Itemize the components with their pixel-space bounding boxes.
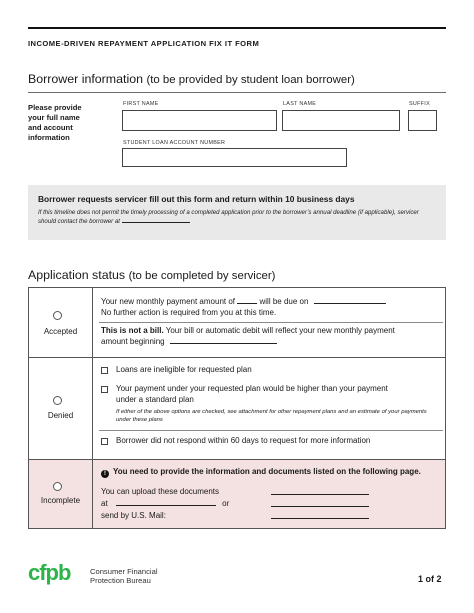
mail-address-blank[interactable]: [271, 518, 369, 519]
amount-beginning-line: [101, 337, 277, 348]
denied-cell: [29, 358, 93, 459]
cfpb-logo-mark: [28, 562, 86, 588]
accepted-inner-rule: [99, 322, 443, 323]
higher-payment-checkbox[interactable]: [101, 386, 108, 393]
incomplete-cell: [29, 460, 93, 528]
status-table: [28, 287, 446, 529]
last-name-label: LAST NAME: [283, 101, 317, 107]
suffix-label: SUFFIX: [409, 101, 430, 107]
accepted-cell: [29, 288, 93, 357]
account-number-field[interactable]: [122, 148, 347, 167]
due-date-blank[interactable]: [314, 303, 386, 304]
payment-amount-text: Your new monthly payment amount of: [101, 297, 236, 306]
status-heading: Application status: [28, 268, 126, 282]
accepted-label: Accepted: [43, 327, 78, 336]
ineligible-text: Loans are ineligible for requested plan: [116, 365, 252, 374]
incomplete-alert: [101, 467, 441, 478]
upload-url-blank[interactable]: [116, 505, 216, 506]
payment-amount-blank[interactable]: [237, 303, 257, 304]
last-name-field[interactable]: [282, 110, 400, 131]
not-a-bill-line: [101, 326, 441, 337]
at-label: at: [101, 499, 108, 508]
borrower-side-label: Please provide your full name and account information: [28, 103, 82, 142]
higher-payment-line1: Your payment under your requested plan would be higher than your payment: [116, 384, 388, 393]
accepted-payment-line: [101, 297, 441, 308]
top-rule: [28, 27, 446, 29]
higher-payment-text: [116, 384, 441, 405]
suffix-field[interactable]: [408, 110, 437, 131]
due-on-text: will be due on: [259, 297, 309, 306]
upload-blank-1[interactable]: [271, 494, 369, 495]
notice-body: [38, 208, 438, 226]
accepted-radio[interactable]: [53, 311, 62, 320]
no-response-checkbox[interactable]: [101, 438, 108, 445]
upload-at-line: [101, 499, 229, 510]
borrower-section-heading: [28, 72, 355, 86]
denied-row: [29, 358, 445, 460]
first-name-label: FIRST NAME: [123, 101, 159, 107]
alert-icon: !: [101, 470, 109, 478]
borrower-divider: [28, 92, 446, 93]
incomplete-row: [29, 460, 445, 528]
higher-payment-line2: under a standard plan: [116, 394, 194, 404]
denied-inner-rule: [99, 430, 443, 431]
cfpb-logo-text: cfpb: [28, 562, 71, 585]
incomplete-radio[interactable]: [53, 482, 62, 491]
ineligible-checkbox[interactable]: [101, 367, 108, 374]
contact-blank[interactable]: [122, 222, 190, 223]
no-response-text: Borrower did not respond within 60 days to request for more information: [116, 436, 371, 445]
agency-name: [90, 567, 158, 585]
notice-body-text: If this timeline does not permit the timely processing of a completed application prior to the borrower’s annual deadline (if applicable), servicer should contact the borrower at: [38, 209, 419, 226]
account-number-label: STUDENT LOAN ACCOUNT NUMBER: [123, 140, 226, 146]
borrower-subheading: (to be provided by student loan borrower): [146, 74, 355, 86]
or-label: or: [222, 499, 230, 508]
incomplete-alert-text: You need to provide the information and documents listed on the following page.: [113, 467, 421, 476]
cfpb-logo: [28, 562, 86, 593]
upload-text: You can upload these documents: [101, 487, 220, 496]
borrower-heading: Borrower information: [28, 72, 144, 86]
form-title: INCOME-DRIVEN REPAYMENT APPLICATION FIX IT FORM: [28, 39, 260, 48]
denied-note: If either of the above options are checked, see attachment for other repayment plans and an estimate of your payments under these plans: [116, 409, 427, 424]
denied-label: Denied: [47, 411, 74, 420]
page-indicator: 1 of 2: [418, 574, 442, 584]
status-subheading: (to be completed by servicer): [128, 270, 276, 282]
accepted-row: [29, 288, 445, 358]
upload-blank-2[interactable]: [271, 506, 369, 507]
denied-radio[interactable]: [53, 396, 62, 405]
agency-line2: Protection Bureau: [90, 576, 151, 585]
incomplete-label: Incomplete: [40, 496, 81, 505]
mail-label: send by U.S. Mail:: [101, 511, 166, 520]
amount-beginning-text: amount beginning: [101, 337, 165, 346]
agency-line1: Consumer Financial: [90, 567, 158, 576]
beginning-date-blank[interactable]: [170, 343, 277, 344]
not-a-bill-bold: This is not a bill.: [101, 326, 164, 335]
status-section-heading: [28, 268, 275, 282]
first-name-field[interactable]: [122, 110, 277, 131]
notice-heading: Borrower requests servicer fill out this form and return within 10 business days: [38, 194, 355, 204]
no-action-text: No further action is required from you at this time.: [101, 308, 277, 317]
not-a-bill-rest: Your bill or automatic debit will reflect your new monthly payment: [165, 326, 395, 335]
